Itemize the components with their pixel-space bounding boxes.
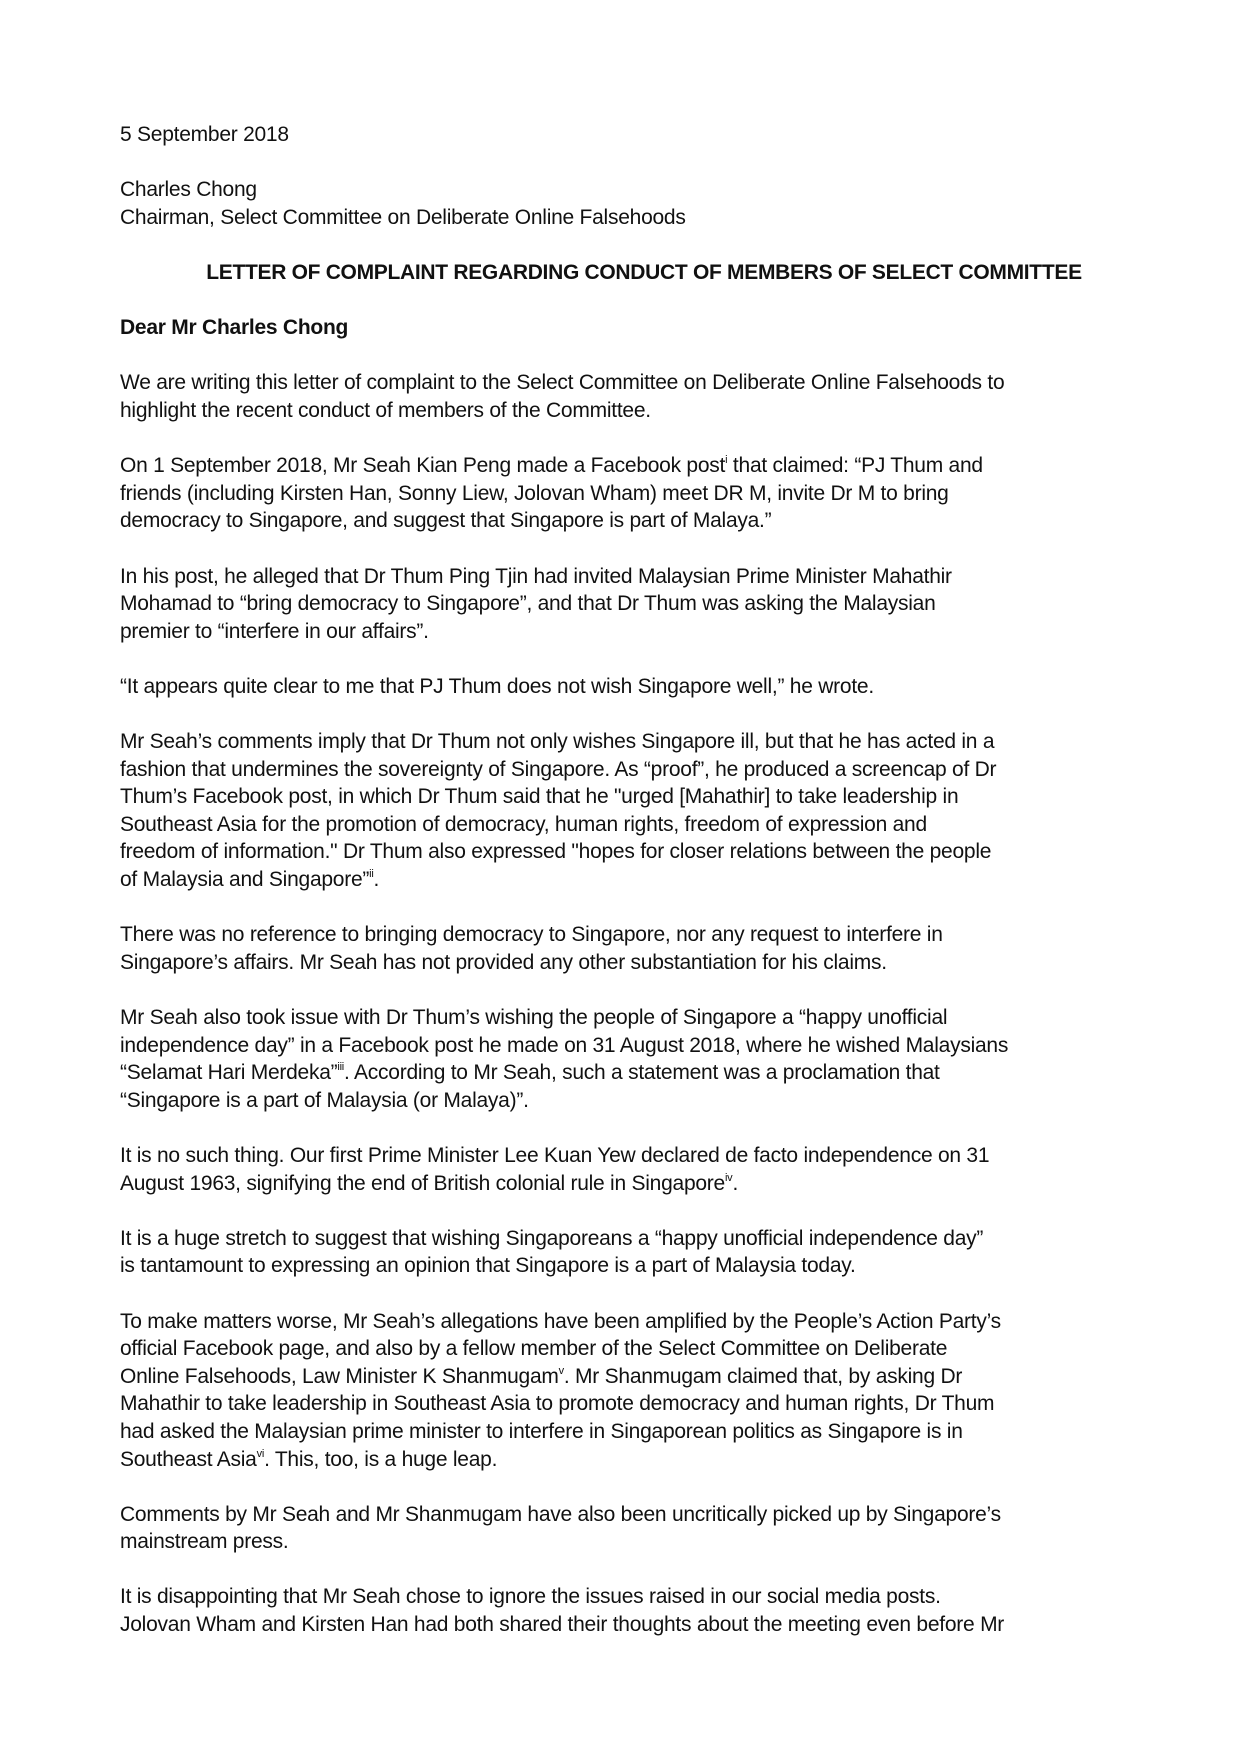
body-paragraph	[120, 1308, 1160, 1474]
text-segment: . According to Mr Seah, such a statement was a proclamation that	[344, 1061, 940, 1085]
recipient-title: Chairman, Select Committee on Deliberate Online Falsehoods	[120, 205, 686, 229]
footnote-marker: v	[558, 1364, 564, 1377]
text-line: Thum’s Facebook post, in which Dr Thum said that he "urged [Mahathir] to take leadership in	[120, 785, 959, 809]
text-line: freedom of information." Dr Thum also expressed "hopes for closer relations between the people	[120, 840, 992, 864]
text-line	[120, 1363, 1160, 1391]
letter-date: 5 September 2018	[120, 123, 289, 146]
text-line: Southeast Asia for the promotion of democracy, human rights, freedom of expression and	[120, 812, 927, 836]
text-segment: . This, too, is a huge leap.	[264, 1447, 498, 1471]
text-segment: “Selamat Hari Merdeka”	[120, 1061, 338, 1085]
footnote-marker: i	[725, 454, 728, 467]
footnote-marker: vi	[256, 1447, 265, 1460]
text-line: Mr Seah’s comments imply that Dr Thum not only wishes Singapore ill, but that he has acted in a	[120, 730, 995, 754]
text-line: independence day” in a Facebook post he made on 31 August 2018, where he wished Malaysians	[120, 1033, 1009, 1057]
text-line	[120, 452, 1160, 480]
text-line: is tantamount to expressing an opinion that Singapore is a part of Malaysia today.	[120, 1254, 856, 1278]
text-line: had asked the Malaysian prime minister to interfere in Singaporean politics as Singapore is in	[120, 1419, 963, 1443]
text-line: In his post, he alleged that Dr Thum Ping Tjin had invited Malaysian Prime Minister Mahathir	[120, 564, 952, 588]
text-line: premier to “interfere in our affairs”.	[120, 619, 429, 643]
body-paragraph	[120, 673, 1160, 701]
footnote-marker: ii	[369, 868, 374, 881]
text-line: Mohamad to “bring democracy to Singapore”, and that Dr Thum was asking the Malaysian	[120, 592, 936, 616]
text-line: mainstream press.	[120, 1530, 289, 1554]
text-line	[120, 866, 1160, 894]
text-line: Comments by Mr Seah and Mr Shanmugam have also been uncritically picked up by Singapore’s	[120, 1502, 1001, 1526]
text-segment: of Malaysia and Singapore”	[120, 868, 370, 892]
body-paragraph	[120, 1583, 1160, 1638]
text-line: friends (including Kirsten Han, Sonny Liew, Jolovan Wham) meet DR M, invite Dr M to bring	[120, 481, 949, 505]
text-line: democracy to Singapore, and suggest that Singapore is part of Malaya.”	[120, 509, 772, 533]
text-line: Jolovan Wham and Kirsten Han had both shared their thoughts about the meeting even before Mr	[120, 1613, 1005, 1637]
body-paragraph	[120, 563, 1160, 646]
text-segment: . Mr Shanmugam claimed that, by asking Dr	[563, 1364, 963, 1388]
text-line: It is disappointing that Mr Seah chose to ignore the issues raised in our social media posts.	[120, 1585, 941, 1609]
letter-heading: LETTER OF COMPLAINT REGARDING CONDUCT OF MEMBERS OF SELECT COMMITTEE	[206, 260, 1082, 284]
body-paragraph	[120, 452, 1160, 535]
text-segment: Online Falsehoods, Law Minister K Shanmugam	[120, 1364, 559, 1388]
text-line: We are writing this letter of complaint to the Select Committee on Deliberate Online Falsehoods to	[120, 371, 1005, 395]
text-line: fashion that undermines the sovereignty of Singapore. As “proof”, he produced a screencap of Dr	[120, 757, 997, 781]
text-line: official Facebook page, and also by a fellow member of the Select Committee on Deliberate	[120, 1337, 948, 1361]
text-segment: .	[732, 1171, 739, 1195]
letter-body	[120, 369, 1160, 1638]
text-line: It is a huge stretch to suggest that wishing Singaporeans a “happy unofficial independence day”	[120, 1226, 984, 1250]
text-line	[120, 1059, 1160, 1087]
letter-page	[120, 121, 1160, 1666]
text-line	[120, 1446, 1160, 1474]
text-line: Mr Seah also took issue with Dr Thum’s wishing the people of Singapore a “happy unofficial	[120, 1006, 948, 1029]
text-line: highlight the recent conduct of members of the Committee.	[120, 398, 651, 422]
salutation: Dear Mr Charles Chong	[120, 316, 349, 340]
text-line: There was no reference to bringing democracy to Singapore, nor any request to interfere in	[120, 923, 943, 947]
text-segment: that claimed: “PJ Thum and	[727, 454, 983, 478]
footnote-marker: iv	[724, 1171, 733, 1184]
body-paragraph	[120, 1004, 1160, 1114]
text-segment: Southeast Asia	[120, 1447, 257, 1471]
text-segment: .	[373, 868, 380, 892]
body-paragraph	[120, 369, 1160, 424]
text-line	[120, 1170, 1160, 1198]
text-line: Singapore’s affairs. Mr Seah has not provided any other substantiation for his claims.	[120, 950, 887, 974]
text-line: Mahathir to take leadership in Southeast Asia to promote democracy and human rights, Dr Thum	[120, 1392, 995, 1416]
body-paragraph	[120, 1501, 1160, 1556]
body-paragraph	[120, 921, 1160, 976]
recipient-name: Charles Chong	[120, 178, 257, 202]
body-paragraph	[120, 1142, 1160, 1197]
body-paragraph	[120, 1225, 1160, 1280]
text-line: “It appears quite clear to me that PJ Thum does not wish Singapore well,” he wrote.	[120, 674, 874, 698]
recipient-block	[120, 176, 1160, 231]
text-segment: On 1 September 2018, Mr Seah Kian Peng made a Facebook post	[120, 454, 726, 478]
body-paragraph	[120, 728, 1160, 894]
text-line: “Singapore is a part of Malaysia (or Malaya)”.	[120, 1088, 529, 1112]
text-line: To make matters worse, Mr Seah’s allegations have been amplified by the People’s Action Party’s	[120, 1309, 1001, 1333]
text-segment: August 1963, signifying the end of British colonial rule in Singapore	[120, 1171, 725, 1195]
footnote-marker: iii	[337, 1061, 344, 1074]
text-line: It is no such thing. Our first Prime Minister Lee Kuan Yew declared de facto independence on 31	[120, 1143, 990, 1167]
